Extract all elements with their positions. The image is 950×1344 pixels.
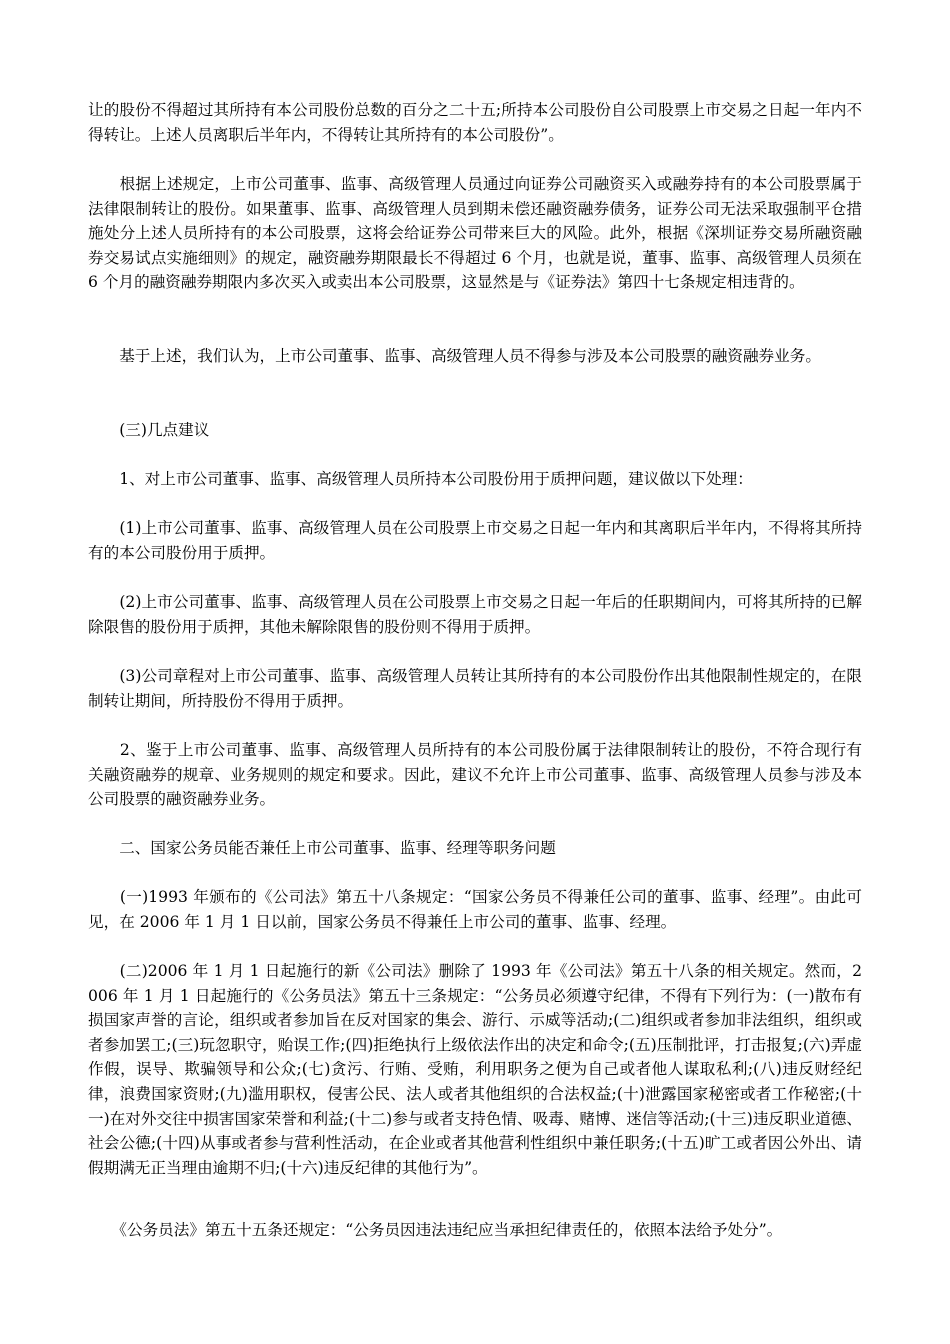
section-heading-civil-servants: 二、国家公务员能否兼任上市公司董事、监事、经理等职务问题 (88, 839, 556, 857)
section-heading-recommendations: (三)几点建议 (88, 421, 210, 439)
paragraph-4: 1、对上市公司董事、监事、高级管理人员所持本公司股份用于质押问题，建议做以下处理： (88, 470, 753, 488)
paragraph-1: 让的股份不得超过其所持有本公司股份总数的百分之二十五;所持本公司股份自公司股票上市交易之日起一年内不得转让。上述人员离职后半年内，不得转让其所持有的本公司股份”。 (88, 101, 862, 144)
paragraph-3: 基于上述，我们认为，上市公司董事、监事、高级管理人员不得参与涉及本公司股票的融资融券业务。 (88, 347, 821, 365)
paragraph-2: 根据上述规定，上市公司董事、监事、高级管理人员通过向证券公司融资买入或融券持有的本公司股票属于法律限制转让的股份。如果董事、监事、高级管理人员到期未偿还融资融券债务，证券公司无法采取强制平仓措施处分上述人员所持有的本公司股票，这将会给证券公司带来巨大的风险。此外，根据《深圳证券交易所融资融券交易试点实施细则》的规定，融资融券期限最长不得超过 6 个月，也就是说，董事、监事、高级管理人员须在 6 个月的融资融券期限内多次买入或卖出本公司股票，这显然是与《证券法》第四十七条规定相违背的。 (88, 175, 862, 292)
paragraph-8: 2、鉴于上市公司董事、监事、高级管理人员所持有的本公司股份属于法律限制转让的股份，不符合现行有关融资融券的规章、业务规则的规定和要求。因此，建议不允许上市公司董事、监事、高级管理人员参与涉及本公司股票的融资融券业务。 (88, 741, 862, 809)
paragraph-6: (2)上市公司董事、监事、高级管理人员在公司股票上市交易之日起一年后的任职期间内，可将其所持的已解除限售的股份用于质押，其他未解除限售的股份则不得用于质押。 (88, 593, 862, 636)
paragraph-10: (二)2006 年 1 月 1 日起施行的新《公司法》删除了 1993 年《公司法》第五十八条的相关规定。然而，2006 年 1 月 1 日起施行的《公务员法》第五十三条规定：“公务员必须遵守纪律，不得有下列行为：(一)散布有损国家声誉的言论，组织或者参加旨在反对国家的集会、游行、示威等活动;(二)组织或者参加非法组织，组织或者参加罢工;(三)玩忽职守，贻误工作;(四)拒绝执行上级依法作出的决定和命令;(五)压制批评，打击报复;(六)弄虚作假，误导、欺骗领导和公众;(七)贪污、行贿、受贿，利用职务之便为自己或者他人谋取私利;(八)违反财经纪律，浪费国家资财;(九)滥用职权，侵害公民、法人或者其他组织的合法权益;(十)泄露国家秘密或者工作秘密;(十一)在对外交往中损害国家荣誉和利益;(十二)参与或者支持色情、吸毒、赌博、迷信等活动;(十三)违反职业道德、社会公德;(十四)从事或者参与营利性活动，在企业或者其他营利性组织中兼任职务;(十五)旷工或者因公外出、请假期满无正当理由逾期不归;(十六)违反纪律的其他行为”。 (88, 962, 862, 1177)
paragraph-11: 《公务员法》第五十五条还规定：“公务员因违法违纪应当承担纪律责任的，依照本法给予处分”。 (88, 1221, 783, 1239)
paragraph-5: (1)上市公司董事、监事、高级管理人员在公司股票上市交易之日起一年内和其离职后半年内，不得将其所持有的本公司股份用于质押。 (88, 519, 862, 562)
paragraph-9: (一)1993 年颁布的《公司法》第五十八条规定：“国家公务员不得兼任公司的董事、监事、经理”。由此可见，在 2006 年 1 月 1 日以前，国家公务员不得兼任上市公司的董事、监事、经理。 (88, 888, 862, 931)
paragraph-7: (3)公司章程对上市公司董事、监事、高级管理人员转让其所持有的本公司股份作出其他限制性规定的，在限制转让期间，所持股份不得用于质押。 (88, 667, 862, 710)
